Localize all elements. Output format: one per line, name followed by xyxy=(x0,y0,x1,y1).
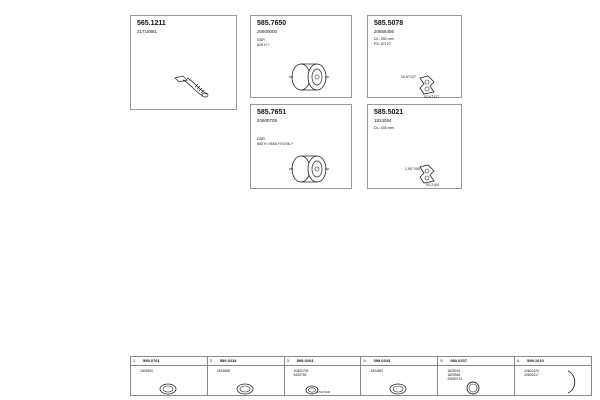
clamp-drawing xyxy=(389,383,407,395)
fitting-part-number: 599.1010 xyxy=(527,358,544,363)
fitting-header xyxy=(515,357,591,366)
part-number: 585.7651 xyxy=(257,109,287,116)
strap-drawing xyxy=(565,369,579,395)
fitting-header xyxy=(361,357,437,366)
part-card-585-7651 xyxy=(250,104,352,189)
fitting-index: 4 xyxy=(363,358,366,363)
oe-number: 20600000 xyxy=(257,29,278,34)
clamp-drawing xyxy=(159,383,177,395)
fittings-strip xyxy=(130,356,592,396)
fitting-index: 2 xyxy=(209,358,213,363)
fitting-label: 02-2100 xyxy=(426,183,440,187)
fitting-label: 67127108 xyxy=(316,390,331,394)
clamp-drawing xyxy=(236,383,254,395)
part-number: 585.5078 xyxy=(374,20,404,27)
fitting-part-number: 599.0343 xyxy=(373,358,391,363)
rubber-hanger-drawing xyxy=(416,163,438,185)
fitting-header xyxy=(208,357,284,366)
fitting-part-number: 599.0234 xyxy=(219,358,237,363)
oe-number: 20856456 xyxy=(374,29,395,34)
fitting-cell xyxy=(285,357,362,395)
fitting-note: 20601420 20600417 xyxy=(524,369,539,377)
fitting-part-number: 599.0264 xyxy=(296,358,314,363)
fitting-label: 10.67127 xyxy=(401,75,416,79)
fitting-note: 1824900 xyxy=(140,369,153,373)
fitting-part-number: 599.0761 xyxy=(143,358,160,363)
part-number: 585.5021 xyxy=(374,109,404,116)
fitting-note: 1824888 xyxy=(216,369,230,373)
fitting-index: 5 xyxy=(440,358,443,363)
fitting-index: 6 xyxy=(517,358,520,363)
part-note: DL: 250 mm PS: 67127 xyxy=(374,37,394,46)
part-card-585-5078 xyxy=(367,15,462,98)
fitting-header xyxy=(131,357,207,366)
oe-number: 1824054 xyxy=(374,118,392,123)
part-card-585-7650 xyxy=(250,15,352,98)
part-note: DDR 683 H ?/6X6 H?/2X6 ? xyxy=(257,137,293,146)
part-number: 585.7650 xyxy=(257,20,287,27)
part-note: DL: 435 mm xyxy=(374,126,394,130)
fitting-part-number: 080.0237 xyxy=(450,358,467,363)
fitting-header xyxy=(285,357,361,366)
fitting-label: 1.05 ?/00 xyxy=(405,167,420,171)
oe-number: 20600705 xyxy=(257,118,278,123)
part-number: 565.1211 xyxy=(137,20,166,27)
flex-pipe-drawing xyxy=(173,74,213,104)
fitting-note: 1829015 1829348 20600723 xyxy=(447,369,462,381)
fitting-cell xyxy=(208,357,285,395)
part-note: DDR 629 H ? xyxy=(257,38,270,47)
fitting-cell xyxy=(361,357,438,395)
fitting-label: 02-67127 xyxy=(424,95,440,99)
rubber-hanger-drawing xyxy=(416,74,438,96)
clamp-drawing xyxy=(305,385,319,395)
fitting-note: 1824897 xyxy=(370,369,384,373)
fitting-header xyxy=(438,357,514,366)
fitting-note: 20600705 8154784 xyxy=(293,369,309,377)
part-card-565-1211 xyxy=(130,15,237,110)
muffler-drawing xyxy=(289,153,329,185)
fitting-cell xyxy=(438,357,515,395)
part-card-585-5021 xyxy=(367,104,462,189)
fitting-cell xyxy=(131,357,208,395)
oe-number: 21718881 xyxy=(137,29,158,34)
fitting-index: 3 xyxy=(286,358,289,363)
ring-drawing xyxy=(466,381,480,395)
fitting-cell xyxy=(515,357,591,395)
fitting-index: 1 xyxy=(133,358,136,363)
muffler-drawing xyxy=(289,61,329,93)
